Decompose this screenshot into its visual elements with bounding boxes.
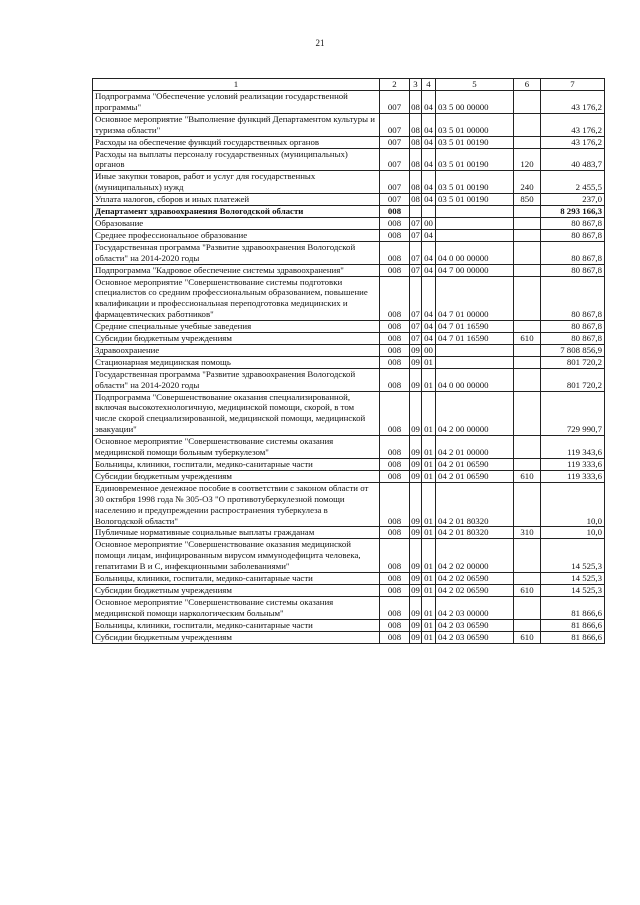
cell-target-article: 04 2 03 00000: [436, 596, 514, 619]
cell-name: Подпрограмма "Кадровое обеспечение системы здравоохранения": [93, 264, 380, 276]
cell-amount: 80 867,8: [541, 229, 605, 241]
table-row: [93, 113, 605, 136]
cell-expense-type: [514, 264, 541, 276]
table-row: [93, 573, 605, 585]
table-row: [93, 356, 605, 368]
table-row: [93, 596, 605, 619]
cell-amount: 14 525,3: [541, 584, 605, 596]
cell-subsection: 01: [422, 596, 436, 619]
cell-target-article: [436, 344, 514, 356]
cell-name: Основное мероприятие "Выполнение функций Департаментом культуры и туризма области": [93, 113, 380, 136]
cell-target-article: [436, 217, 514, 229]
cell-section: 07: [410, 276, 422, 321]
page-number: 21: [315, 38, 325, 48]
cell-section: 08: [410, 171, 422, 194]
cell-amount: 7 808 856,9: [541, 344, 605, 356]
cell-section: 08: [410, 91, 422, 114]
table-row: [93, 631, 605, 643]
cell-section: 09: [411, 573, 420, 584]
cell-grbs: 008: [380, 596, 410, 619]
cell-subsection: 01: [422, 482, 436, 527]
table-row: [93, 470, 605, 482]
cell-expense-type: [514, 276, 541, 321]
cell-target-article: 04 0 00 00000: [436, 241, 514, 264]
cell-expense-type: [514, 539, 541, 573]
cell-section: 09: [410, 391, 422, 436]
cell-amount: 81 866,6: [541, 596, 605, 619]
cell-expense-type: 240: [514, 171, 541, 194]
header-col-2: 2: [380, 79, 410, 91]
cell-section: 07: [411, 264, 420, 275]
cell-name: Больницы, клиники, госпитали, медико-санитарные части: [93, 573, 380, 585]
cell-grbs: 008: [380, 459, 410, 471]
cell-name: Основное мероприятие "Совершенствование системы оказания медицинской помощи больным туберкулезом": [93, 436, 380, 459]
cell-target-article: 04 7 01 16590: [436, 321, 514, 333]
table-row: [93, 241, 605, 264]
table-row: [93, 333, 605, 345]
cell-expense-type: 310: [514, 527, 541, 539]
cell-subsection: 04: [422, 241, 436, 264]
cell-subsection: 04: [422, 113, 436, 136]
cell-name: Больницы, клиники, госпитали, медико-санитарные части: [93, 459, 380, 471]
table-row: [93, 194, 605, 206]
cell-target-article: 04 2 01 80320: [436, 482, 514, 527]
cell-section: 09: [410, 596, 422, 619]
cell-section: 08: [411, 194, 420, 205]
cell-expense-type: [514, 356, 541, 368]
cell-subsection: 01: [422, 459, 436, 471]
cell-grbs: 008: [380, 321, 410, 333]
cell-grbs: 008: [380, 470, 410, 482]
cell-subsection: 01: [422, 436, 436, 459]
table-row: [93, 344, 605, 356]
cell-grbs: 008: [380, 229, 410, 241]
cell-amount: 119 333,6: [541, 470, 605, 482]
cell-name: Основное мероприятие "Совершенствование системы оказания медицинской помощи наркологическим больным": [93, 596, 380, 619]
cell-expense-type: [514, 241, 541, 264]
cell-section: 07: [411, 333, 420, 344]
cell-target-article: 04 2 02 06590: [436, 584, 514, 596]
cell-grbs: 008: [380, 631, 410, 643]
cell-grbs: 008: [380, 539, 410, 573]
cell-section: 07: [411, 321, 420, 332]
cell-subsection: 01: [422, 631, 436, 643]
cell-section: 09: [410, 539, 422, 573]
cell-subsection: 01: [422, 619, 436, 631]
cell-grbs: 008: [380, 527, 410, 539]
cell-target-article: 04 2 01 00000: [436, 436, 514, 459]
cell-subsection: 00: [422, 344, 436, 356]
cell-amount: 80 867,8: [541, 321, 605, 333]
cell-amount: 2 455,5: [541, 171, 605, 194]
cell-name: Здравоохранение: [93, 344, 380, 356]
cell-grbs: 007: [380, 171, 410, 194]
cell-grbs: 008: [380, 264, 410, 276]
cell-expense-type: [514, 391, 541, 436]
cell-target-article: 04 2 03 06590: [436, 631, 514, 643]
cell-amount: 80 867,8: [541, 241, 605, 264]
cell-section: 07: [411, 229, 420, 240]
cell-expense-type: [514, 206, 541, 218]
cell-amount: 237,0: [541, 194, 605, 206]
cell-name: Расходы на обеспечение функций государственных органов: [93, 136, 380, 148]
cell-grbs: 007: [380, 148, 410, 171]
cell-subsection: 04: [422, 229, 436, 241]
cell-name: Средние специальные учебные заведения: [93, 321, 380, 333]
cell-target-article: 04 2 02 06590: [436, 573, 514, 585]
cell-section: 09: [411, 459, 420, 469]
cell-target-article: 04 2 01 80320: [436, 527, 514, 539]
cell-section: 09: [411, 470, 420, 481]
cell-target-article: 04 7 01 00000: [436, 276, 514, 321]
cell-expense-type: [514, 344, 541, 356]
table-row: [93, 436, 605, 459]
cell-amount: 14 525,3: [541, 573, 605, 585]
cell-target-article: [436, 356, 514, 368]
table-row: [93, 206, 605, 218]
cell-expense-type: 610: [514, 470, 541, 482]
cell-subsection: 04: [422, 136, 436, 148]
cell-expense-type: [514, 368, 541, 391]
cell-amount: 80 867,8: [541, 217, 605, 229]
header-col-1: 1: [93, 79, 380, 91]
cell-expense-type: 610: [514, 333, 541, 345]
table-row: [93, 136, 605, 148]
cell-section: 08: [410, 113, 422, 136]
table-row: [93, 276, 605, 321]
cell-expense-type: [514, 321, 541, 333]
cell-section: 08: [410, 148, 422, 171]
table-row: [93, 539, 605, 573]
cell-subsection: 04: [422, 171, 436, 194]
cell-grbs: 007: [380, 136, 410, 148]
cell-grbs: 008: [380, 276, 410, 321]
cell-grbs: 008: [380, 584, 410, 596]
header-col-6: 6: [514, 79, 541, 91]
cell-amount: 801 720,2: [541, 356, 605, 368]
cell-name: Иные закупки товаров, работ и услуг для государственных (муниципальных) нужд: [93, 171, 380, 194]
cell-section: 09: [411, 584, 420, 595]
cell-target-article: 04 2 02 00000: [436, 539, 514, 573]
cell-subsection: 01: [422, 527, 436, 539]
cell-target-article: [436, 229, 514, 241]
cell-expense-type: 610: [514, 631, 541, 643]
table-row: [93, 217, 605, 229]
cell-amount: 80 867,8: [541, 333, 605, 345]
cell-target-article: 04 7 00 00000: [436, 264, 514, 276]
cell-name: Основное мероприятие "Совершенствование системы подготовки специалистов со средним профессиональным образованием, повышение квалификации и профессиональная переподготовка медицинских и фармацевтических работников": [93, 276, 380, 321]
cell-amount: 10,0: [541, 482, 605, 527]
cell-grbs: 008: [380, 482, 410, 527]
cell-expense-type: [514, 113, 541, 136]
table-row: [93, 368, 605, 391]
table-row: [93, 321, 605, 333]
cell-section: 09: [410, 482, 422, 527]
cell-grbs: 008: [380, 241, 410, 264]
cell-name: Субсидии бюджетным учреждениям: [93, 631, 380, 643]
header-col-4: 4: [422, 79, 436, 91]
cell-name: Субсидии бюджетным учреждениям: [93, 333, 380, 345]
table-body: [93, 79, 605, 644]
cell-section: [410, 206, 422, 218]
cell-subsection: [422, 206, 436, 218]
cell-amount: 81 866,6: [541, 619, 605, 631]
cell-amount: 40 483,7: [541, 148, 605, 171]
cell-grbs: 008: [380, 217, 410, 229]
cell-section: 09: [411, 356, 420, 367]
header-col-3: 3: [410, 79, 422, 91]
cell-subsection: 04: [422, 148, 436, 171]
cell-target-article: 04 2 03 06590: [436, 619, 514, 631]
cell-name: Государственная программа "Развитие здравоохранения Вологодской области" на 2014-2020 годы: [93, 241, 380, 264]
cell-amount: 119 343,6: [541, 436, 605, 459]
cell-section: 09: [410, 368, 422, 391]
cell-amount: 43 176,2: [541, 136, 605, 148]
cell-name: Среднее профессиональное образование: [93, 229, 380, 241]
cell-subsection: 00: [422, 217, 436, 229]
cell-amount: 801 720,2: [541, 368, 605, 391]
cell-section: 09: [411, 619, 420, 630]
cell-target-article: 03 5 01 00190: [436, 136, 514, 148]
cell-subsection: 01: [422, 356, 436, 368]
cell-target-article: 03 5 00 00000: [436, 91, 514, 114]
cell-section: 08: [411, 136, 420, 147]
cell-amount: 8 293 166,3: [541, 206, 605, 218]
cell-expense-type: [514, 459, 541, 471]
cell-name: Публичные нормативные социальные выплаты гражданам: [93, 527, 380, 539]
cell-section: 09: [411, 344, 420, 355]
header-col-7: 7: [541, 79, 605, 91]
cell-expense-type: 610: [514, 584, 541, 596]
cell-subsection: 04: [422, 91, 436, 114]
table-header-row: [93, 79, 605, 91]
cell-amount: 729 990,7: [541, 391, 605, 436]
cell-expense-type: [514, 229, 541, 241]
cell-target-article: [436, 206, 514, 218]
cell-name: Больницы, клиники, госпитали, медико-санитарные части: [93, 619, 380, 631]
header-col-5: 5: [436, 79, 514, 91]
table-row: [93, 527, 605, 539]
cell-target-article: 04 2 00 00000: [436, 391, 514, 436]
table-row: [93, 482, 605, 527]
table-row: [93, 264, 605, 276]
cell-amount: 81 866,6: [541, 631, 605, 643]
table-row: [93, 619, 605, 631]
cell-section: 07: [410, 241, 422, 264]
table-row: [93, 391, 605, 436]
cell-target-article: 04 2 01 06590: [436, 459, 514, 471]
cell-target-article: 03 5 01 00000: [436, 113, 514, 136]
cell-subsection: 04: [422, 333, 436, 345]
cell-grbs: 007: [380, 113, 410, 136]
cell-target-article: 03 5 01 00190: [436, 148, 514, 171]
cell-subsection: 01: [422, 539, 436, 573]
cell-subsection: 04: [422, 276, 436, 321]
cell-grbs: 008: [380, 344, 410, 356]
cell-subsection: 01: [422, 470, 436, 482]
cell-section: 09: [411, 631, 420, 642]
cell-grbs: 008: [380, 391, 410, 436]
table-row: [93, 459, 605, 471]
cell-section: 07: [411, 217, 420, 228]
cell-amount: 14 525,3: [541, 539, 605, 573]
cell-name: Департамент здравоохранения Вологодской области: [93, 206, 380, 218]
cell-amount: 10,0: [541, 527, 605, 539]
cell-section: 09: [410, 436, 422, 459]
cell-amount: 80 867,8: [541, 264, 605, 276]
cell-name: Расходы на выплаты персоналу государственных (муниципальных) органов: [93, 148, 380, 171]
cell-amount: 80 867,8: [541, 276, 605, 321]
cell-subsection: 01: [422, 573, 436, 585]
cell-subsection: 04: [422, 264, 436, 276]
cell-name: Подпрограмма "Обеспечение условий реализации государственной программы": [93, 91, 380, 114]
cell-amount: 119 333,6: [541, 459, 605, 471]
cell-amount: 43 176,2: [541, 113, 605, 136]
table-row: [93, 584, 605, 596]
cell-section: 09: [411, 527, 420, 538]
cell-expense-type: [514, 573, 541, 585]
cell-grbs: 008: [380, 368, 410, 391]
cell-target-article: 03 5 01 00190: [436, 194, 514, 206]
cell-target-article: 04 7 01 16590: [436, 333, 514, 345]
cell-expense-type: [514, 596, 541, 619]
cell-subsection: 01: [422, 391, 436, 436]
cell-expense-type: [514, 619, 541, 631]
cell-target-article: 04 0 00 00000: [436, 368, 514, 391]
cell-target-article: 04 2 01 06590: [436, 470, 514, 482]
cell-subsection: 01: [422, 584, 436, 596]
cell-expense-type: [514, 217, 541, 229]
cell-expense-type: [514, 91, 541, 114]
cell-amount: 43 176,2: [541, 91, 605, 114]
cell-name: Субсидии бюджетным учреждениям: [93, 470, 380, 482]
cell-expense-type: 850: [514, 194, 541, 206]
cell-subsection: 04: [422, 321, 436, 333]
cell-grbs: 007: [380, 91, 410, 114]
cell-name: Государственная программа "Развитие здравоохранения Вологодской области" на 2014-2020 годы: [93, 368, 380, 391]
cell-name: Единовременное денежное пособие в соответствии с законом области от 30 октября 1998 года № 305-ОЗ "О противотуберкулезной помощи населению и предупреждении распространения туберкулеза в Вологодской области": [93, 482, 380, 527]
table-row: [93, 91, 605, 114]
cell-name: Образование: [93, 217, 380, 229]
cell-grbs: 008: [380, 206, 410, 218]
cell-subsection: 01: [422, 368, 436, 391]
cell-expense-type: [514, 136, 541, 148]
table-row: [93, 229, 605, 241]
cell-grbs: 008: [380, 573, 410, 585]
cell-name: Уплата налогов, сборов и иных платежей: [93, 194, 380, 206]
cell-grbs: 008: [380, 333, 410, 345]
cell-name: Стационарная медицинская помощь: [93, 356, 380, 368]
cell-grbs: 008: [380, 436, 410, 459]
cell-expense-type: 120: [514, 148, 541, 171]
cell-target-article: 03 5 01 00190: [436, 171, 514, 194]
cell-expense-type: [514, 482, 541, 527]
table-row: [93, 171, 605, 194]
cell-name: Основное мероприятие "Совершенствование оказания медицинской помощи лицам, инфицированным вирусом иммунодефицита человека, гепатитами В и С, инфекционными заболеваниями": [93, 539, 380, 573]
budget-table: [92, 78, 605, 644]
table-row: [93, 148, 605, 171]
cell-name: Подпрограмма "Совершенствование оказания специализированной, включая высокотехнологичную, медицинской помощи, скорой, в том числе скорой специализированной, медицинской помощи, медицинской эвакуации": [93, 391, 380, 436]
cell-name: Субсидии бюджетным учреждениям: [93, 584, 380, 596]
cell-grbs: 008: [380, 619, 410, 631]
cell-grbs: 007: [380, 194, 410, 206]
cell-grbs: 008: [380, 356, 410, 368]
cell-subsection: 04: [422, 194, 436, 206]
cell-expense-type: [514, 436, 541, 459]
